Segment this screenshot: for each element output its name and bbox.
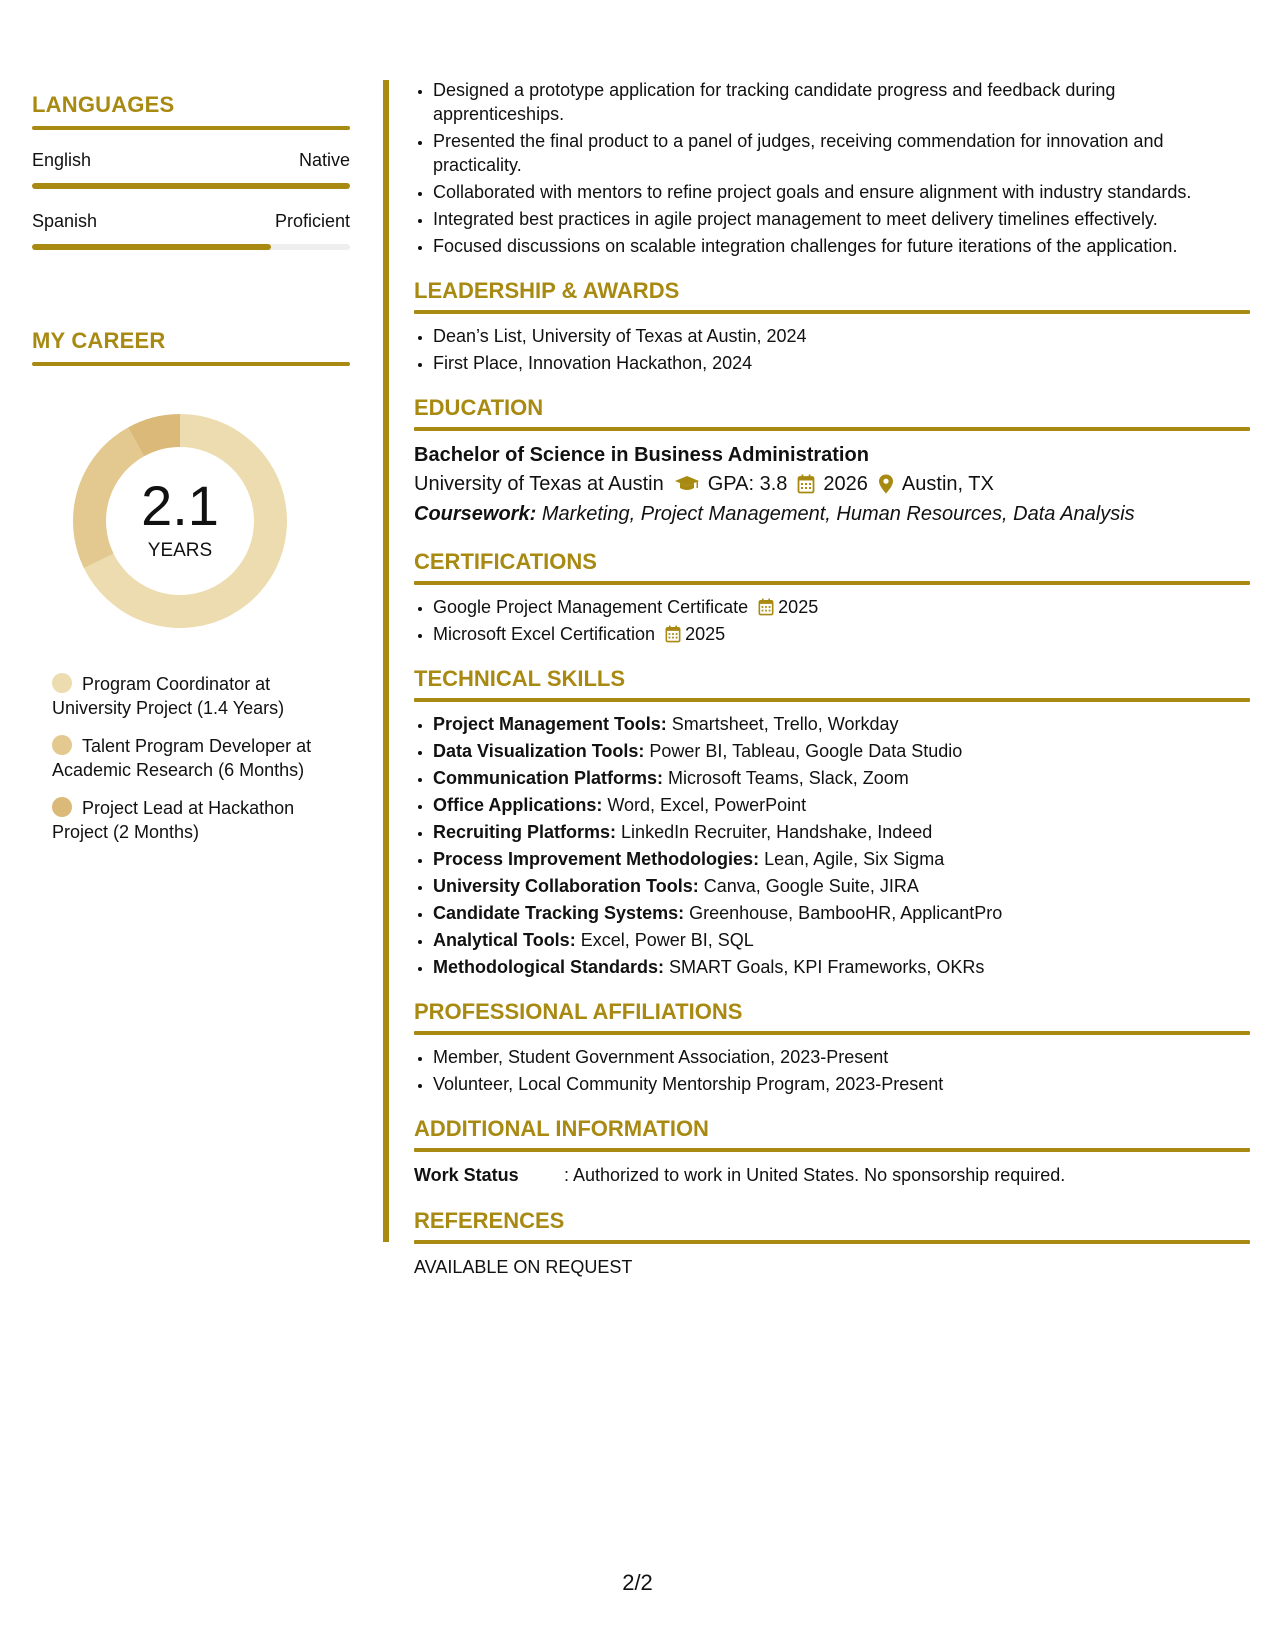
language-item [32, 211, 350, 250]
affiliations-section [414, 999, 1250, 1096]
language-item [32, 150, 350, 189]
skill-label: Candidate Tracking Systems: [433, 903, 685, 923]
leadership-title: LEADERSHIP & AWARDS [414, 278, 680, 303]
list-item [433, 847, 1250, 871]
language-bar [32, 183, 350, 189]
list-item [433, 622, 1250, 646]
right-column [414, 78, 1250, 1280]
legend-label: Program Coordinator at University Project (1.4 Years) [52, 674, 285, 718]
list-item [433, 901, 1250, 925]
list-item [433, 955, 1250, 979]
legend-label: Talent Program Developer at Academic Research (6 Months) [52, 736, 312, 780]
page-number: 2/2 [622, 1570, 653, 1595]
language-bar-fill [32, 183, 350, 189]
certification-year: 2025 [778, 597, 819, 617]
language-bar-fill [32, 244, 271, 250]
list-item: • First Place, Innovation Hackathon, 2024 [433, 351, 1250, 375]
section-rule [414, 581, 1250, 585]
additional-info-title: ADDITIONAL INFORMATION [414, 1116, 709, 1141]
language-level: Native [298, 150, 350, 170]
work-status-value: : Authorized to work in United States. No sponsorship required. [564, 1165, 1066, 1185]
calendar-icon [665, 625, 681, 643]
skill-value: Power BI, Tableau, Google Data Studio [649, 741, 963, 761]
language-name: English [32, 150, 92, 170]
legend-item [52, 672, 350, 720]
skills-section [414, 666, 1250, 979]
career-donut-chart [65, 406, 295, 636]
skill-label: Recruiting Platforms: [433, 822, 617, 842]
list-item: • Focused discussions on scalable integration challenges for future iterations of the application. [433, 234, 1250, 258]
section-rule [414, 1240, 1250, 1244]
education-degree: Bachelor of Science in Business Administration [414, 444, 869, 466]
additional-info-section [414, 1116, 1250, 1188]
leadership-section [414, 278, 1250, 375]
coursework-value: Marketing, Project Management, Human Resources, Data Analysis [541, 503, 1135, 525]
graduation-cap-icon [674, 475, 700, 493]
list-item [433, 595, 1250, 619]
skill-label: University Collaboration Tools: [433, 876, 699, 896]
career-total-unit: YEARS [147, 540, 213, 561]
list-item: • Volunteer, Local Community Mentorship Program, 2023-Present [433, 1072, 1250, 1096]
references-value: AVAILABLE ON REQUEST [414, 1257, 633, 1277]
skill-label: Data Visualization Tools: [433, 741, 645, 761]
list-item [433, 766, 1250, 790]
legend-item [52, 734, 350, 782]
project-bullets [414, 78, 1250, 258]
skill-label: Project Management Tools: [433, 714, 667, 734]
calendar-icon [797, 474, 815, 494]
list-item [433, 928, 1250, 952]
legend-dot [52, 797, 72, 817]
education-year: 2026 [823, 473, 868, 495]
education-school: University of Texas at Austin [414, 473, 664, 495]
section-rule [32, 126, 350, 130]
list-item: • Member, Student Government Association, 2023-Present [433, 1045, 1250, 1069]
legend-label: Project Lead at Hackathon Project (2 Months) [52, 798, 295, 842]
certification-year: 2025 [685, 624, 726, 644]
skill-value: Microsoft Teams, Slack, Zoom [668, 768, 909, 788]
career-total-value: 2.1 [141, 474, 219, 537]
skills-title: TECHNICAL SKILLS [414, 666, 626, 691]
list-item: • Collaborated with mentors to refine project goals and ensure alignment with industry standards. [433, 180, 1250, 204]
legend-dot [52, 735, 72, 755]
skill-value: Lean, Agile, Six Sigma [764, 849, 945, 869]
skill-value: Excel, Power BI, SQL [580, 930, 754, 950]
skill-value: Greenhouse, BambooHR, ApplicantPro [689, 903, 1003, 923]
skill-value: Word, Excel, PowerPoint [607, 795, 807, 815]
section-rule [414, 1148, 1250, 1152]
work-status-row [414, 1162, 1250, 1188]
section-rule [32, 362, 350, 366]
career-title: MY CAREER [32, 328, 166, 353]
career-section [32, 328, 350, 844]
languages-section [32, 92, 350, 250]
legend-item [52, 796, 350, 844]
skill-value: Canva, Google Suite, JIRA [703, 876, 919, 896]
skill-label: Methodological Standards: [433, 957, 665, 977]
skill-value: SMART Goals, KPI Frameworks, OKRs [669, 957, 985, 977]
list-item: • Designed a prototype application for tracking candidate progress and feedback during apprenticeships. [433, 78, 1250, 126]
affiliations-title: PROFESSIONAL AFFILIATIONS [414, 999, 743, 1024]
education-section [414, 395, 1250, 529]
languages-title: LANGUAGES [32, 92, 175, 117]
certification-name: Microsoft Excel Certification [433, 624, 656, 644]
education-gpa: GPA: 3.8 [707, 473, 788, 495]
left-column [32, 92, 350, 858]
skill-label: Process Improvement Methodologies: [433, 849, 760, 869]
skill-label: Communication Platforms: [433, 768, 664, 788]
skill-value: LinkedIn Recruiter, Handshake, Indeed [621, 822, 933, 842]
references-title: REFERENCES [414, 1208, 565, 1233]
list-item [433, 793, 1250, 817]
column-divider [383, 80, 389, 1242]
education-details [414, 469, 1250, 499]
list-item [433, 820, 1250, 844]
list-item [433, 874, 1250, 898]
map-pin-icon [878, 474, 894, 494]
section-rule [414, 698, 1250, 702]
coursework-label: Coursework: [414, 503, 537, 525]
donut-center [65, 406, 295, 636]
education-coursework [414, 499, 1250, 529]
section-rule [414, 427, 1250, 431]
skill-label: Office Applications: [433, 795, 603, 815]
skill-label: Analytical Tools: [433, 930, 576, 950]
section-rule [414, 310, 1250, 314]
education-title: EDUCATION [414, 395, 544, 420]
education-location: Austin, TX [901, 473, 994, 495]
calendar-icon [758, 598, 774, 616]
list-item: • Dean’s List, University of Texas at Austin, 2024 [433, 324, 1250, 348]
work-status-label: Work Status [414, 1165, 519, 1185]
language-level: Proficient [274, 211, 350, 231]
certifications-section [414, 549, 1250, 646]
list-item [433, 712, 1250, 736]
list-item: • Presented the final product to a panel of judges, receiving commendation for innovation and practicality. [433, 129, 1250, 177]
language-name: Spanish [32, 211, 98, 231]
career-legend [32, 672, 350, 844]
list-item: • Integrated best practices in agile project management to meet delivery timelines effectively. [433, 207, 1250, 231]
references-section [414, 1208, 1250, 1280]
section-rule [414, 1031, 1250, 1035]
language-bar [32, 244, 350, 250]
legend-dot [52, 673, 72, 693]
certification-name: Google Project Management Certificate [433, 597, 749, 617]
list-item [433, 739, 1250, 763]
skill-value: Smartsheet, Trello, Workday [671, 714, 899, 734]
certifications-title: CERTIFICATIONS [414, 549, 597, 574]
